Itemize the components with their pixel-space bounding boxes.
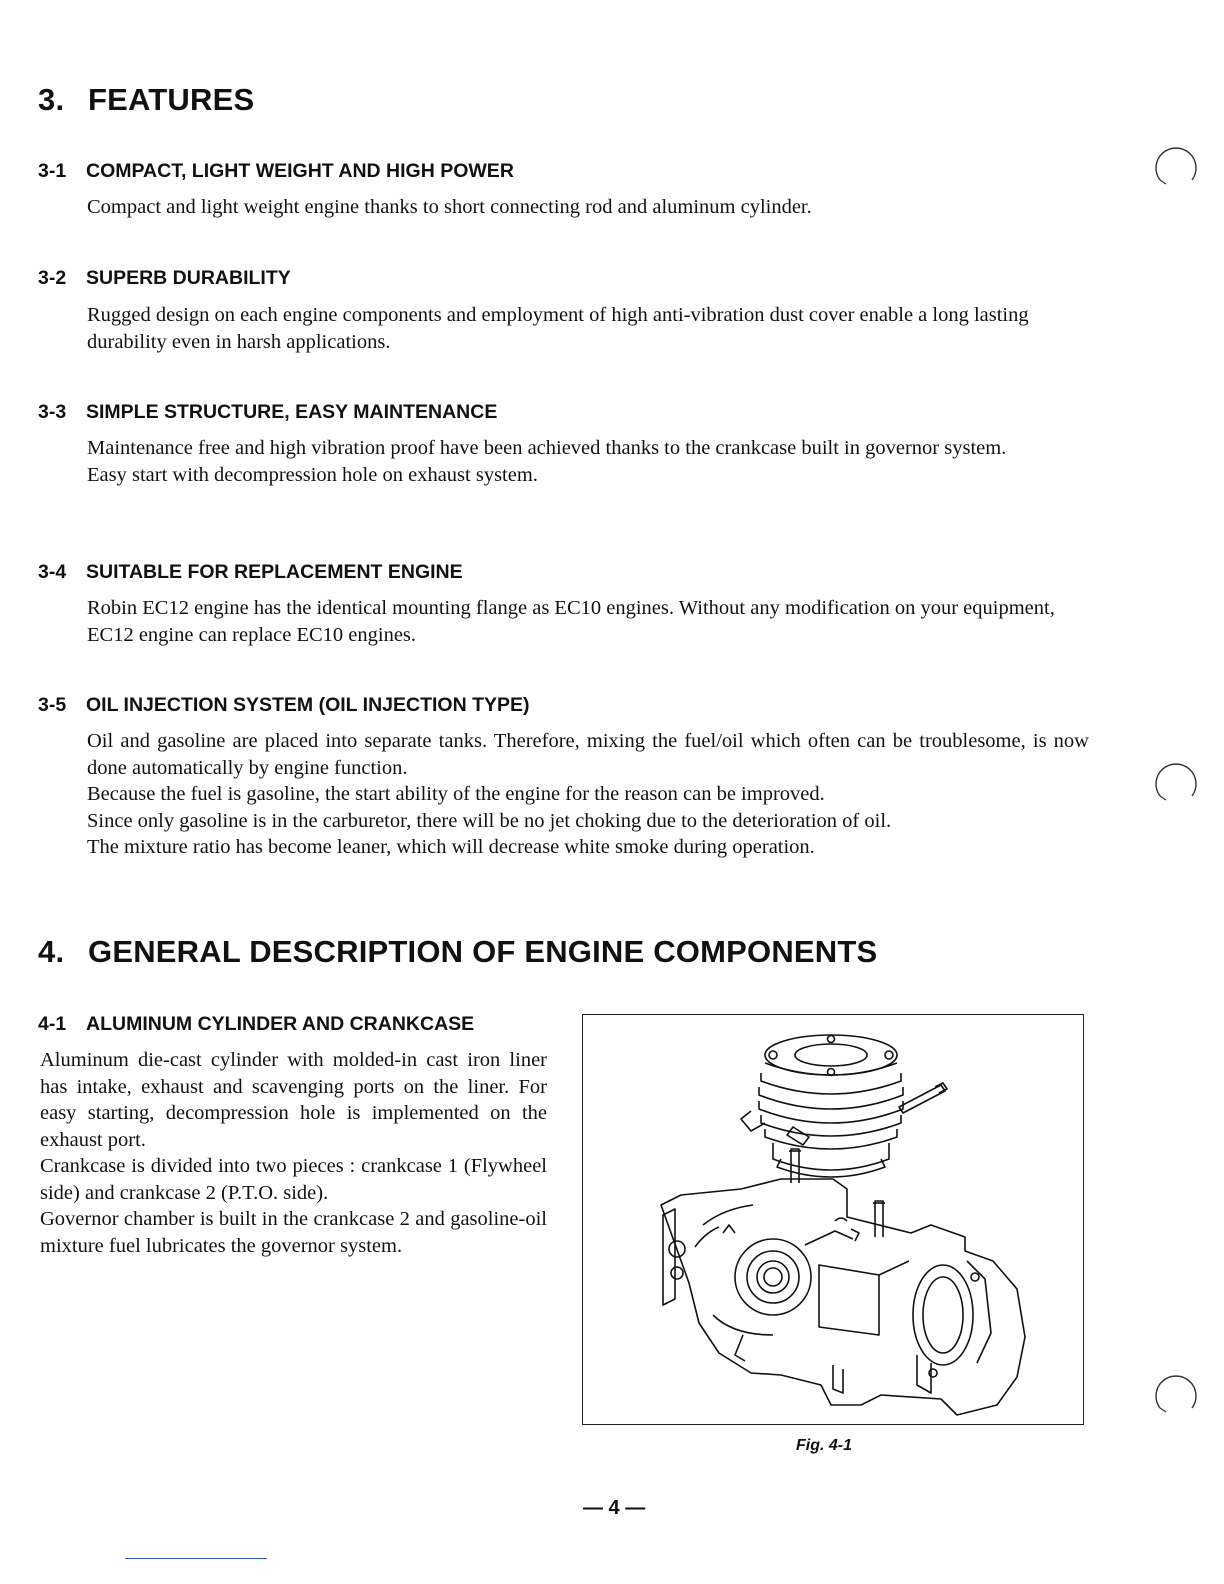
punch-hole-icon [1152,762,1200,810]
subsection-title: SUITABLE FOR REPLACEMENT ENGINE [86,561,463,583]
section-3-heading [38,82,254,118]
subsection-3-5-body [87,728,1089,861]
subsection-3-3-heading [38,401,497,424]
subsection-3-5-heading [38,694,530,717]
punch-hole-icon [1152,1374,1200,1422]
subsection-3-4-heading [38,561,463,584]
paragraph: Compact and light weight engine thanks to short connecting rod and aluminum cylinder. [87,196,812,218]
paragraph: Since only gasoline is in the carburetor, there will be no jet choking due to the deterioration of oil. [87,809,892,832]
subsection-number: 3-1 [38,160,67,182]
subsection-title: SIMPLE STRUCTURE, EASY MAINTENANCE [86,401,498,423]
figure-caption: Fig. 4-1 [796,1437,853,1454]
paragraph: Oil and gasoline are placed into separate tanks. Therefore, mixing the fuel/oil which often can be troublesome, is now done automatically by engine function. [87,730,1089,779]
subsection-3-2-heading [38,267,291,290]
punch-hole-icon [1152,146,1200,194]
subsection-number: 3-3 [38,401,67,423]
subsection-title: OIL INJECTION SYSTEM (OIL INJECTION TYPE) [86,694,530,716]
paragraph: Governor chamber is built in the crankcase 2 and gasoline-oil mixture fuel lubricates the governor system. [40,1208,547,1257]
subsection-3-3-body [87,435,1089,488]
section-3-number: 3. [38,82,65,117]
section-4-heading [38,934,877,970]
scan-artifact-line [125,1558,267,1559]
section-3-title: FEATURES [88,82,255,117]
engine-cylinder-crankcase-illustration [583,1015,1082,1423]
paragraph: Rugged design on each engine components and employment of high anti-vibration dust cover enable a long lasting durability even in harsh applications. [87,304,1029,353]
paragraph: Robin EC12 engine has the identical mounting flange as EC10 engines. Without any modification on your equipment, EC12 engine can replace EC10 engines. [87,597,1055,646]
subsection-4-1-body [40,1047,547,1259]
subsection-3-1-heading [38,160,514,183]
paragraph: Maintenance free and high vibration proof have been achieved thanks to the crankcase built in governor system. [87,437,1007,459]
paragraph: Crankcase is divided into two pieces : crankcase 1 (Flywheel side) and crankcase 2 (P.T.O. side). [40,1155,547,1204]
paragraph: Because the fuel is gasoline, the start ability of the engine for the reason can be improved. [87,783,825,805]
subsection-3-4-body [87,595,1089,648]
subsection-number: 3-5 [38,694,67,716]
subsection-title: ALUMINUM CYLINDER AND CRANKCASE [86,1013,475,1035]
page-number: — 4 — [583,1497,646,1519]
subsection-4-1-heading [38,1013,474,1036]
paragraph: Easy start with decompression hole on exhaust system. [87,463,538,486]
section-4-number: 4. [38,934,65,969]
subsection-number: 3-4 [38,561,67,583]
subsection-number: 4-1 [38,1013,67,1035]
subsection-number: 3-2 [38,267,67,289]
figure-4-1 [582,1014,1084,1425]
paragraph: The mixture ratio has become leaner, which will decrease white smoke during operation. [87,836,815,858]
subsection-3-2-body [87,302,1089,355]
subsection-title: COMPACT, LIGHT WEIGHT AND HIGH POWER [86,160,514,182]
subsection-3-1-body [87,194,1089,221]
subsection-title: SUPERB DURABILITY [86,267,291,289]
section-4-title: GENERAL DESCRIPTION OF ENGINE COMPONENTS [88,934,878,969]
paragraph: Aluminum die-cast cylinder with molded-in cast iron liner has intake, exhaust and scavenging ports on the liner. For easy starting, decompression hole is implemented on the exhaust port. [40,1049,547,1151]
